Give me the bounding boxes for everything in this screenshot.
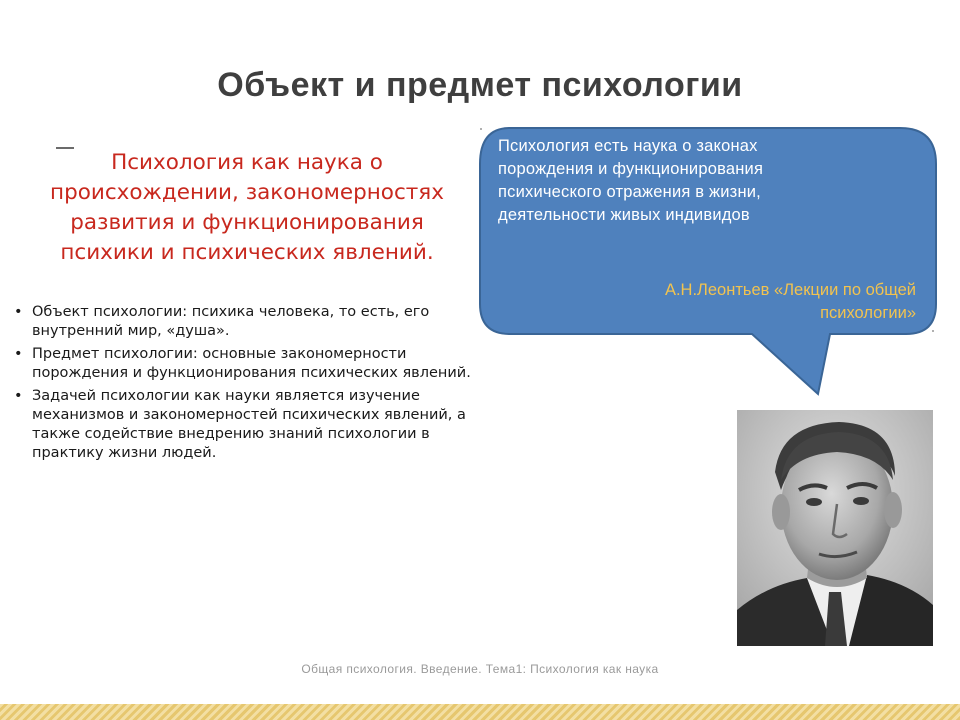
heading-line: происхождении, закономерностях — [50, 180, 444, 205]
callout-line: деятельности живых индивидов — [498, 206, 750, 224]
portrait-photo — [737, 410, 933, 646]
callout-line: Психология есть наука о законах — [498, 137, 758, 155]
footer-caption: Общая психология. Введение. Тема1: Психология как наука — [301, 662, 659, 676]
heading-line: психики и психических явлений. — [60, 240, 434, 265]
portrait-image — [737, 410, 933, 646]
callout-author — [520, 279, 916, 325]
bullet-object: • Объект психологии: психика человека, то есть, его внутренний мир, «душа». — [12, 303, 472, 341]
definition-heading — [18, 148, 476, 268]
heading-line: развития и функционирования — [70, 210, 424, 235]
author-line: психологии» — [820, 304, 916, 322]
callout-quote — [498, 135, 918, 227]
slide-title: Объект и предмет психологии — [217, 66, 743, 104]
callout-line: психического отражения в жизни, — [498, 183, 761, 201]
bottom-decor-band — [0, 704, 960, 720]
author-line: А.Н.Леонтьев «Лекции по общей — [664, 281, 916, 299]
stray-mark — [932, 330, 934, 332]
stray-mark — [480, 128, 482, 130]
callout-line: порождения и функционирования — [498, 160, 764, 178]
bullet-task: • Задачей психологии как науки является изучение механизмов и закономерностей психических явлений, а также содействие внедрению знаний психологии в практику жизни людей. — [12, 387, 472, 463]
heading-line: Психология как наука о — [111, 150, 383, 175]
bullet-list — [12, 303, 472, 467]
bullet-subject: • Предмет психологии: основные закономерности порождения и функционирования психических явлений. — [12, 345, 472, 383]
